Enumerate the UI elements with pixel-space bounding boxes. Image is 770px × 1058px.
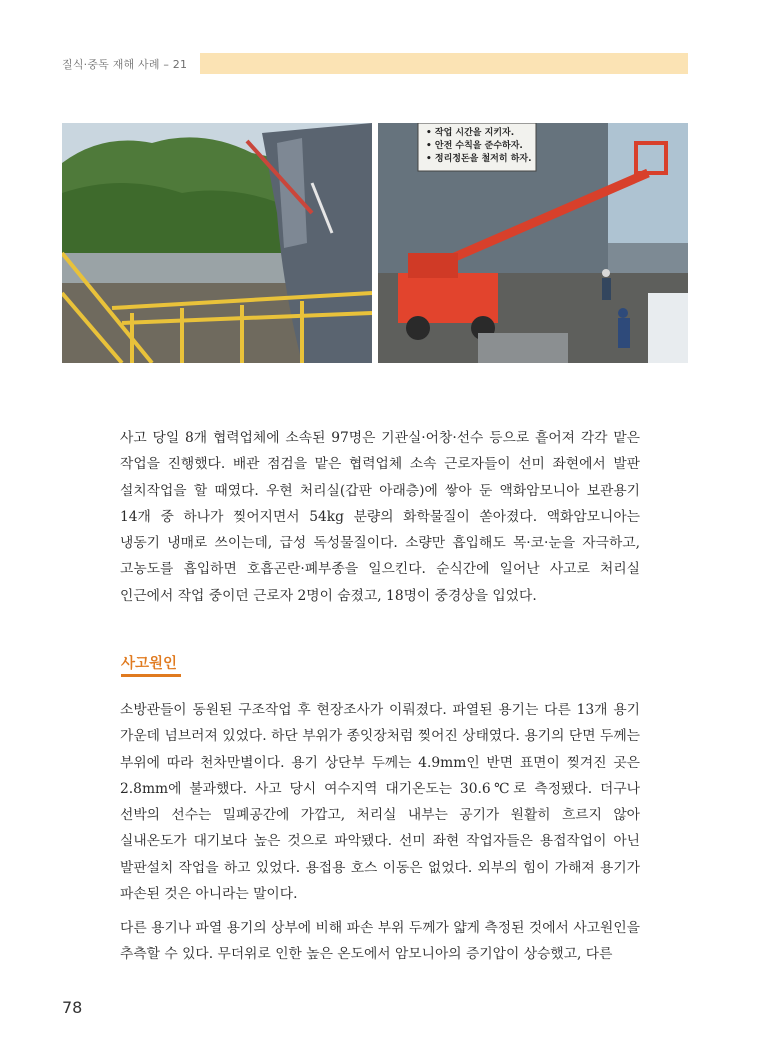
sign-line-2: • 안전 수칙을 준수하자.	[426, 141, 523, 151]
ship-deck-boom-lift-photo	[378, 123, 688, 363]
running-header-bar	[200, 53, 688, 74]
body-paragraph-2: 소방관들이 동원된 구조작업 후 현장조사가 이뤄졌다. 파열된 용기는 다른 13개 용기 가운데 넘브러져 있었다. 하단 부위가 종잇장처럼 찢어진 상태였다. 용기의 단면 두께는 부위에 따라 천차만별이다. 용기 상단부 두께는 4.9mm인 반면 표면이 찢겨진 곳은 2.8mm에 불과했다. 사고 당시 여수지역 대기온도는 30.6℃로 측정됐다. 더구나 선박의 선수는 밀폐공간에 가깝고, 처리실 내부는 공기가 원활히 흐르지 않아 실내온도가 대기보다 높은 것으로 파악됐다. 선미 좌현 작업자들은 용접작업이 아닌 발판설치 작업을 하고 있었다. 용접용 호스 이동은 없었다. 외부의 힘이 가해져 용기가 파손된 것은 아니라는 말이다.	[120, 702, 640, 903]
body-paragraph-1: 사고 당일 8개 협력업체에 소속된 97명은 기관실·어창·선수 등으로 흩어져 각각 맡은 작업을 진행했다. 배관 점검을 맡은 협력업체 소속 근로자들이 선미 좌현에서 발판 설치작업을 할 때였다. 우현 처리실(갑판 아래층)에 쌓아 둔 액화암모니아 보관용기 14개 중 하나가 찢어지면서 54kg 분량의 화학물질이 쏟아졌다. 액화암모니아는 냉동기 냉매로 쓰이는데, 급성 독성물질이다. 소량만 흡입해도 목·코·눈을 자극하고, 고농도를 흡입하면 호흡곤란·폐부종을 일으킨다. 순식간에 일어난 사고로 처리실 인근에서 작업 중이던 근로자 2명이 숨졌고, 18명이 중경상을 입었다.	[120, 430, 640, 604]
running-header-label: 질식·중독 재해 사례 – 21	[62, 58, 188, 71]
page-number: 78	[62, 998, 83, 1017]
section-title-underline	[121, 674, 181, 677]
shipyard-dock-photo	[62, 123, 372, 363]
sign-line-3: • 정리정돈을 철저히 하자.	[426, 154, 532, 164]
sign-line-1: • 작업 시간을 지키자.	[426, 128, 515, 138]
body-paragraph-3: 다른 용기나 파열 용기의 상부에 비해 파손 부위 두께가 얇게 측정된 것에서 사고원인을 추측할 수 있다. 무더위로 인한 높은 온도에서 암모니아의 증기압이 상승했고, 다른	[120, 920, 640, 963]
section-title-accident-cause: 사고원인	[121, 656, 178, 672]
